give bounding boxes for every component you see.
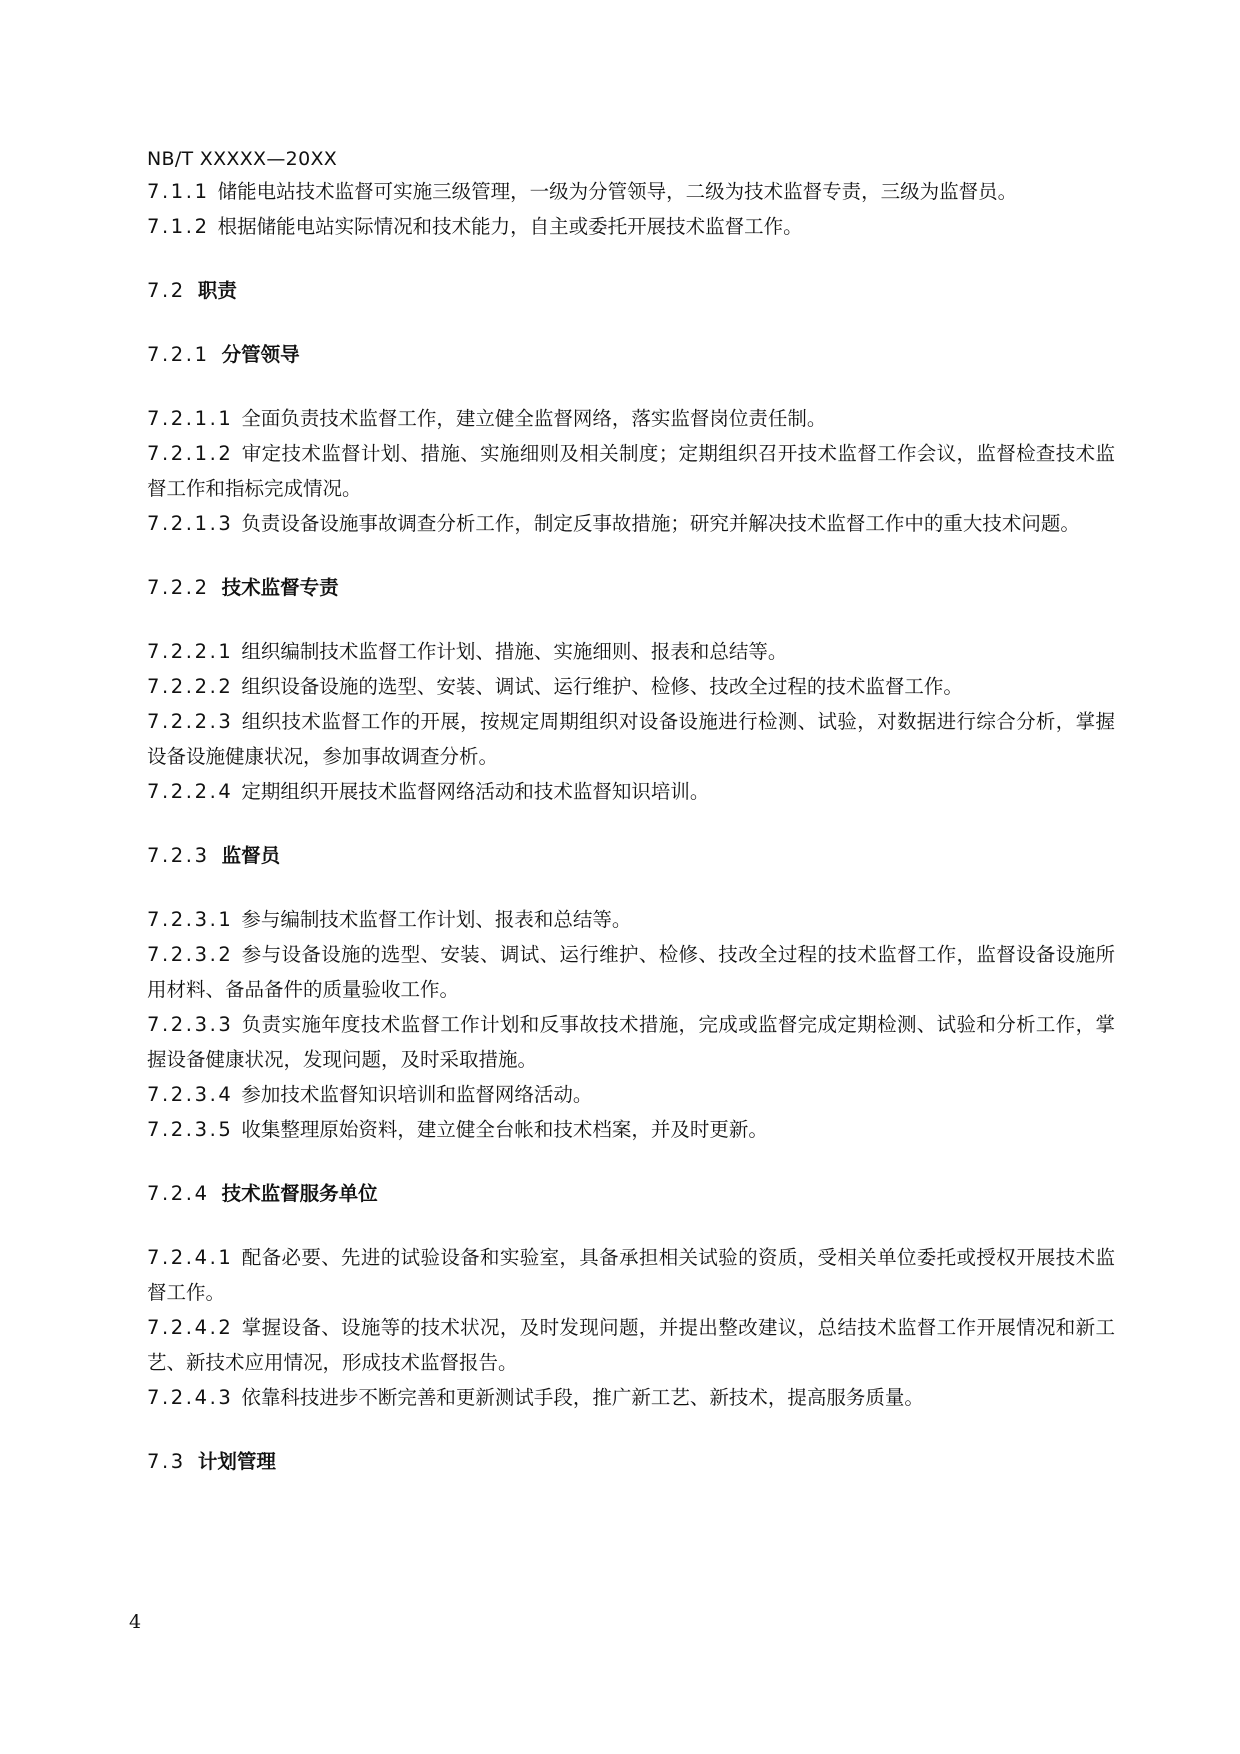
clause-number: 7.2.3.3 xyxy=(147,1013,234,1036)
clause-text: 组织编制技术监督工作计划、措施、实施细则、报表和总结等。 xyxy=(241,640,788,663)
clause-7-2-4-1 xyxy=(147,1240,1115,1310)
clause-7-2-3-3 xyxy=(147,1007,1115,1077)
clause-7-2-3-5 xyxy=(147,1112,1115,1147)
clause-7-2-4-3 xyxy=(147,1380,1115,1415)
heading-title: 技术监督专责 xyxy=(221,576,339,599)
clause-7-2-2-4 xyxy=(147,774,1115,809)
heading-title: 监督员 xyxy=(221,844,281,867)
clause-7-2-1-3 xyxy=(147,506,1115,541)
clause-text: 组织技术监督工作的开展，按规定周期组织对设备设施进行检测、试验，对数据进行综合分析，掌握设备设施健康状况，参加事故调查分析。 xyxy=(147,710,1115,768)
heading-number: 7.2 xyxy=(147,279,186,302)
clause-number: 7.2.1.1 xyxy=(147,407,234,430)
clause-text: 审定技术监督计划、措施、实施细则及相关制度；定期组织召开技术监督工作会议，监督检查技术监督工作和指标完成情况。 xyxy=(147,442,1115,500)
clause-text: 配备必要、先进的试验设备和实验室，具备承担相关试验的资质，受相关单位委托或授权开展技术监督工作。 xyxy=(147,1246,1115,1304)
clause-7-2-4-2 xyxy=(147,1310,1115,1380)
heading-number: 7.2.1 xyxy=(147,343,210,366)
clause-text: 全面负责技术监督工作，建立健全监督网络，落实监督岗位责任制。 xyxy=(241,407,827,430)
clause-7-1-1 xyxy=(147,174,1115,209)
clause-number: 7.2.4.2 xyxy=(147,1316,234,1339)
clause-text: 参与编制技术监督工作计划、报表和总结等。 xyxy=(241,908,632,931)
clause-number: 7.2.3.4 xyxy=(147,1083,234,1106)
clause-number: 7.2.2.2 xyxy=(147,675,234,698)
heading-title: 技术监督服务单位 xyxy=(221,1182,378,1205)
clause-number: 7.2.2.4 xyxy=(147,780,234,803)
clause-7-2-2-3 xyxy=(147,704,1115,774)
heading-7-2 xyxy=(147,273,1115,308)
clause-text: 根据储能电站实际情况和技术能力，自主或委托开展技术监督工作。 xyxy=(217,215,803,238)
clause-7-2-3-4 xyxy=(147,1077,1115,1112)
page-number: 4 xyxy=(129,1611,142,1633)
document-code-header: NB/T XXXXX—20XX xyxy=(147,148,338,170)
clause-number: 7.1.2 xyxy=(147,215,210,238)
clause-number: 7.2.3.5 xyxy=(147,1118,234,1141)
heading-title: 计划管理 xyxy=(197,1450,276,1473)
clause-text: 收集整理原始资料，建立健全台帐和技术档案，并及时更新。 xyxy=(241,1118,768,1141)
clause-7-2-3-2 xyxy=(147,937,1115,1007)
clause-number: 7.2.1.2 xyxy=(147,442,234,465)
heading-7-2-4 xyxy=(147,1176,1115,1211)
clause-7-2-3-1 xyxy=(147,902,1115,937)
clause-number: 7.2.4.3 xyxy=(147,1386,234,1409)
clause-text: 依靠科技进步不断完善和更新测试手段，推广新工艺、新技术，提高服务质量。 xyxy=(241,1386,924,1409)
heading-7-3 xyxy=(147,1444,1115,1479)
clause-text: 参与设备设施的选型、安装、调试、运行维护、检修、技改全过程的技术监督工作，监督设备设施所用材料、备品备件的质量验收工作。 xyxy=(147,943,1115,1001)
document-body xyxy=(147,174,1115,1479)
clause-7-1-2 xyxy=(147,209,1115,244)
clause-text: 定期组织开展技术监督网络活动和技术监督知识培训。 xyxy=(241,780,710,803)
clause-number: 7.2.4.1 xyxy=(147,1246,234,1269)
heading-7-2-1 xyxy=(147,337,1115,372)
heading-number: 7.2.3 xyxy=(147,844,210,867)
clause-number: 7.2.2.1 xyxy=(147,640,234,663)
clause-text: 组织设备设施的选型、安装、调试、运行维护、检修、技改全过程的技术监督工作。 xyxy=(241,675,963,698)
clause-text: 掌握设备、设施等的技术状况，及时发现问题，并提出整改建议，总结技术监督工作开展情况和新工艺、新技术应用情况，形成技术监督报告。 xyxy=(147,1316,1115,1374)
clause-text: 参加技术监督知识培训和监督网络活动。 xyxy=(241,1083,593,1106)
clause-number: 7.2.3.2 xyxy=(147,943,234,966)
clause-7-2-1-2 xyxy=(147,436,1115,506)
heading-number: 7.3 xyxy=(147,1450,186,1473)
clause-7-2-2-2 xyxy=(147,669,1115,704)
clause-7-2-1-1 xyxy=(147,401,1115,436)
heading-7-2-3 xyxy=(147,838,1115,873)
clause-number: 7.2.2.3 xyxy=(147,710,234,733)
heading-title: 职责 xyxy=(197,279,237,302)
clause-number: 7.2.1.3 xyxy=(147,512,234,535)
clause-number: 7.1.1 xyxy=(147,180,210,203)
clause-7-2-2-1 xyxy=(147,634,1115,669)
heading-number: 7.2.4 xyxy=(147,1182,210,1205)
heading-number: 7.2.2 xyxy=(147,576,210,599)
clause-text: 负责设备设施事故调查分析工作，制定反事故措施；研究并解决技术监督工作中的重大技术问题。 xyxy=(241,512,1080,535)
heading-7-2-2 xyxy=(147,570,1115,605)
clause-number: 7.2.3.1 xyxy=(147,908,234,931)
clause-text: 负责实施年度技术监督工作计划和反事故技术措施，完成或监督完成定期检测、试验和分析工作，掌握设备健康状况，发现问题，及时采取措施。 xyxy=(147,1013,1115,1071)
heading-title: 分管领导 xyxy=(221,343,300,366)
clause-text: 储能电站技术监督可实施三级管理，一级为分管领导，二级为技术监督专责，三级为监督员。 xyxy=(217,180,1018,203)
